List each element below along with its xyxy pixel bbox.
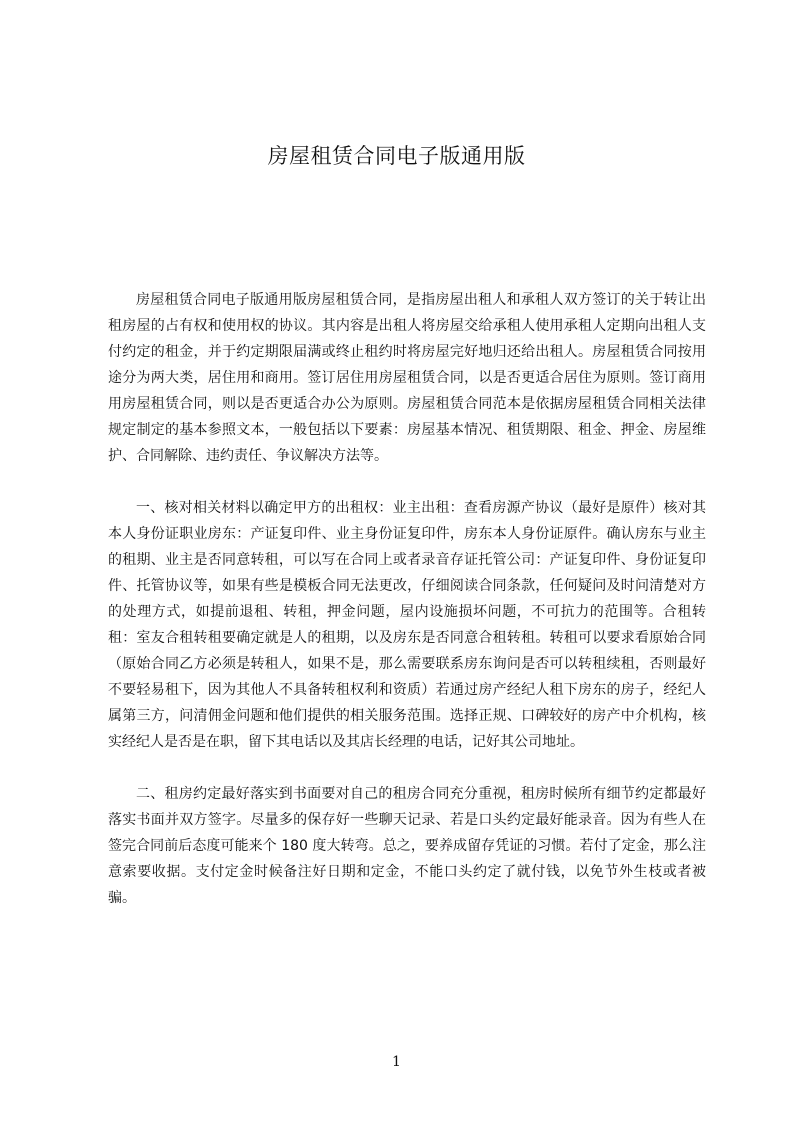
document-body	[108, 287, 706, 911]
section-1-paragraph: 一、核对相关材料以确定甲方的出租权：业主出租：查看房源产协议（最好是原件）核对其本人身份证职业房东：产证复印件、业主身份证复印件，房东本人身份证原件。确认房东与业主的租期、业主是否同意转租，可以写在合同上或者录音存证托管公司：产证复印件、身份证复印件、托管协议等，如果有些是模板合同无法更改，仔细阅读合同条款，任何疑问及时问清楚对方的处理方式，如提前退租、转租，押金问题，屋内设施损坏问题，不可抗力的范围等。合租转租：室友合租转租要确定就是人的租期，以及房东是否同意合租转租。转租可以要求看原始合同（原始合同乙方必须是转租人，如果不是，那么需要联系房东询问是否可以转租续租，否则最好不要轻易租下，因为其他人不具备转租权利和资质）若通过房产经纪人租下房东的房子，经纪人属第三方，问清佣金问题和他们提供的相关服务范围。选择正规、口碑较好的房产中介机构，核实经纪人是否是在职，留下其电话以及其店长经理的电话，记好其公司地址。	[108, 500, 706, 750]
document-title: 房屋租赁合同电子版通用版	[267, 144, 526, 168]
page-number: 1	[392, 1054, 401, 1070]
section-2-paragraph: 二、租房约定最好落实到书面要对自己的租房合同充分重视，租房时候所有细节约定都最好落实书面并双方签字。尽量多的保存好一些聊天记录、若是口头约定最好能录音。因为有些人在签完合同前后态度可能来个 180 度大转弯。总之，要养成留存凭证的习惯。若付了定金，那么注意索要收据。支付定金时候备注好日期和定金，不能口头约定了就付钱，以免节外生枝或者被骗。	[108, 786, 706, 906]
intro-paragraph: 房屋租赁合同电子版通用版房屋租赁合同，是指房屋出租人和承租人双方签订的关于转让出租房屋的占有权和使用权的协议。其内容是出租人将房屋交给承租人使用承租人定期向出租人支付约定的租金，并于约定期限届满或终止租约时将房屋完好地归还给出租人。房屋租赁合同按用途分为两大类，居住用和商用。签订居住用房屋租赁合同，以是否更适合居住为原则。签订商用用房屋租赁合同，则以是否更适合办公为原则。房屋租赁合同范本是依据房屋租赁合同相关法律规定制定的基本参照文本，一般包括以下要素：房屋基本情况、租赁期限、租金、押金、房屋维护、合同解除、违约责任、争议解决方法等。	[108, 292, 706, 464]
